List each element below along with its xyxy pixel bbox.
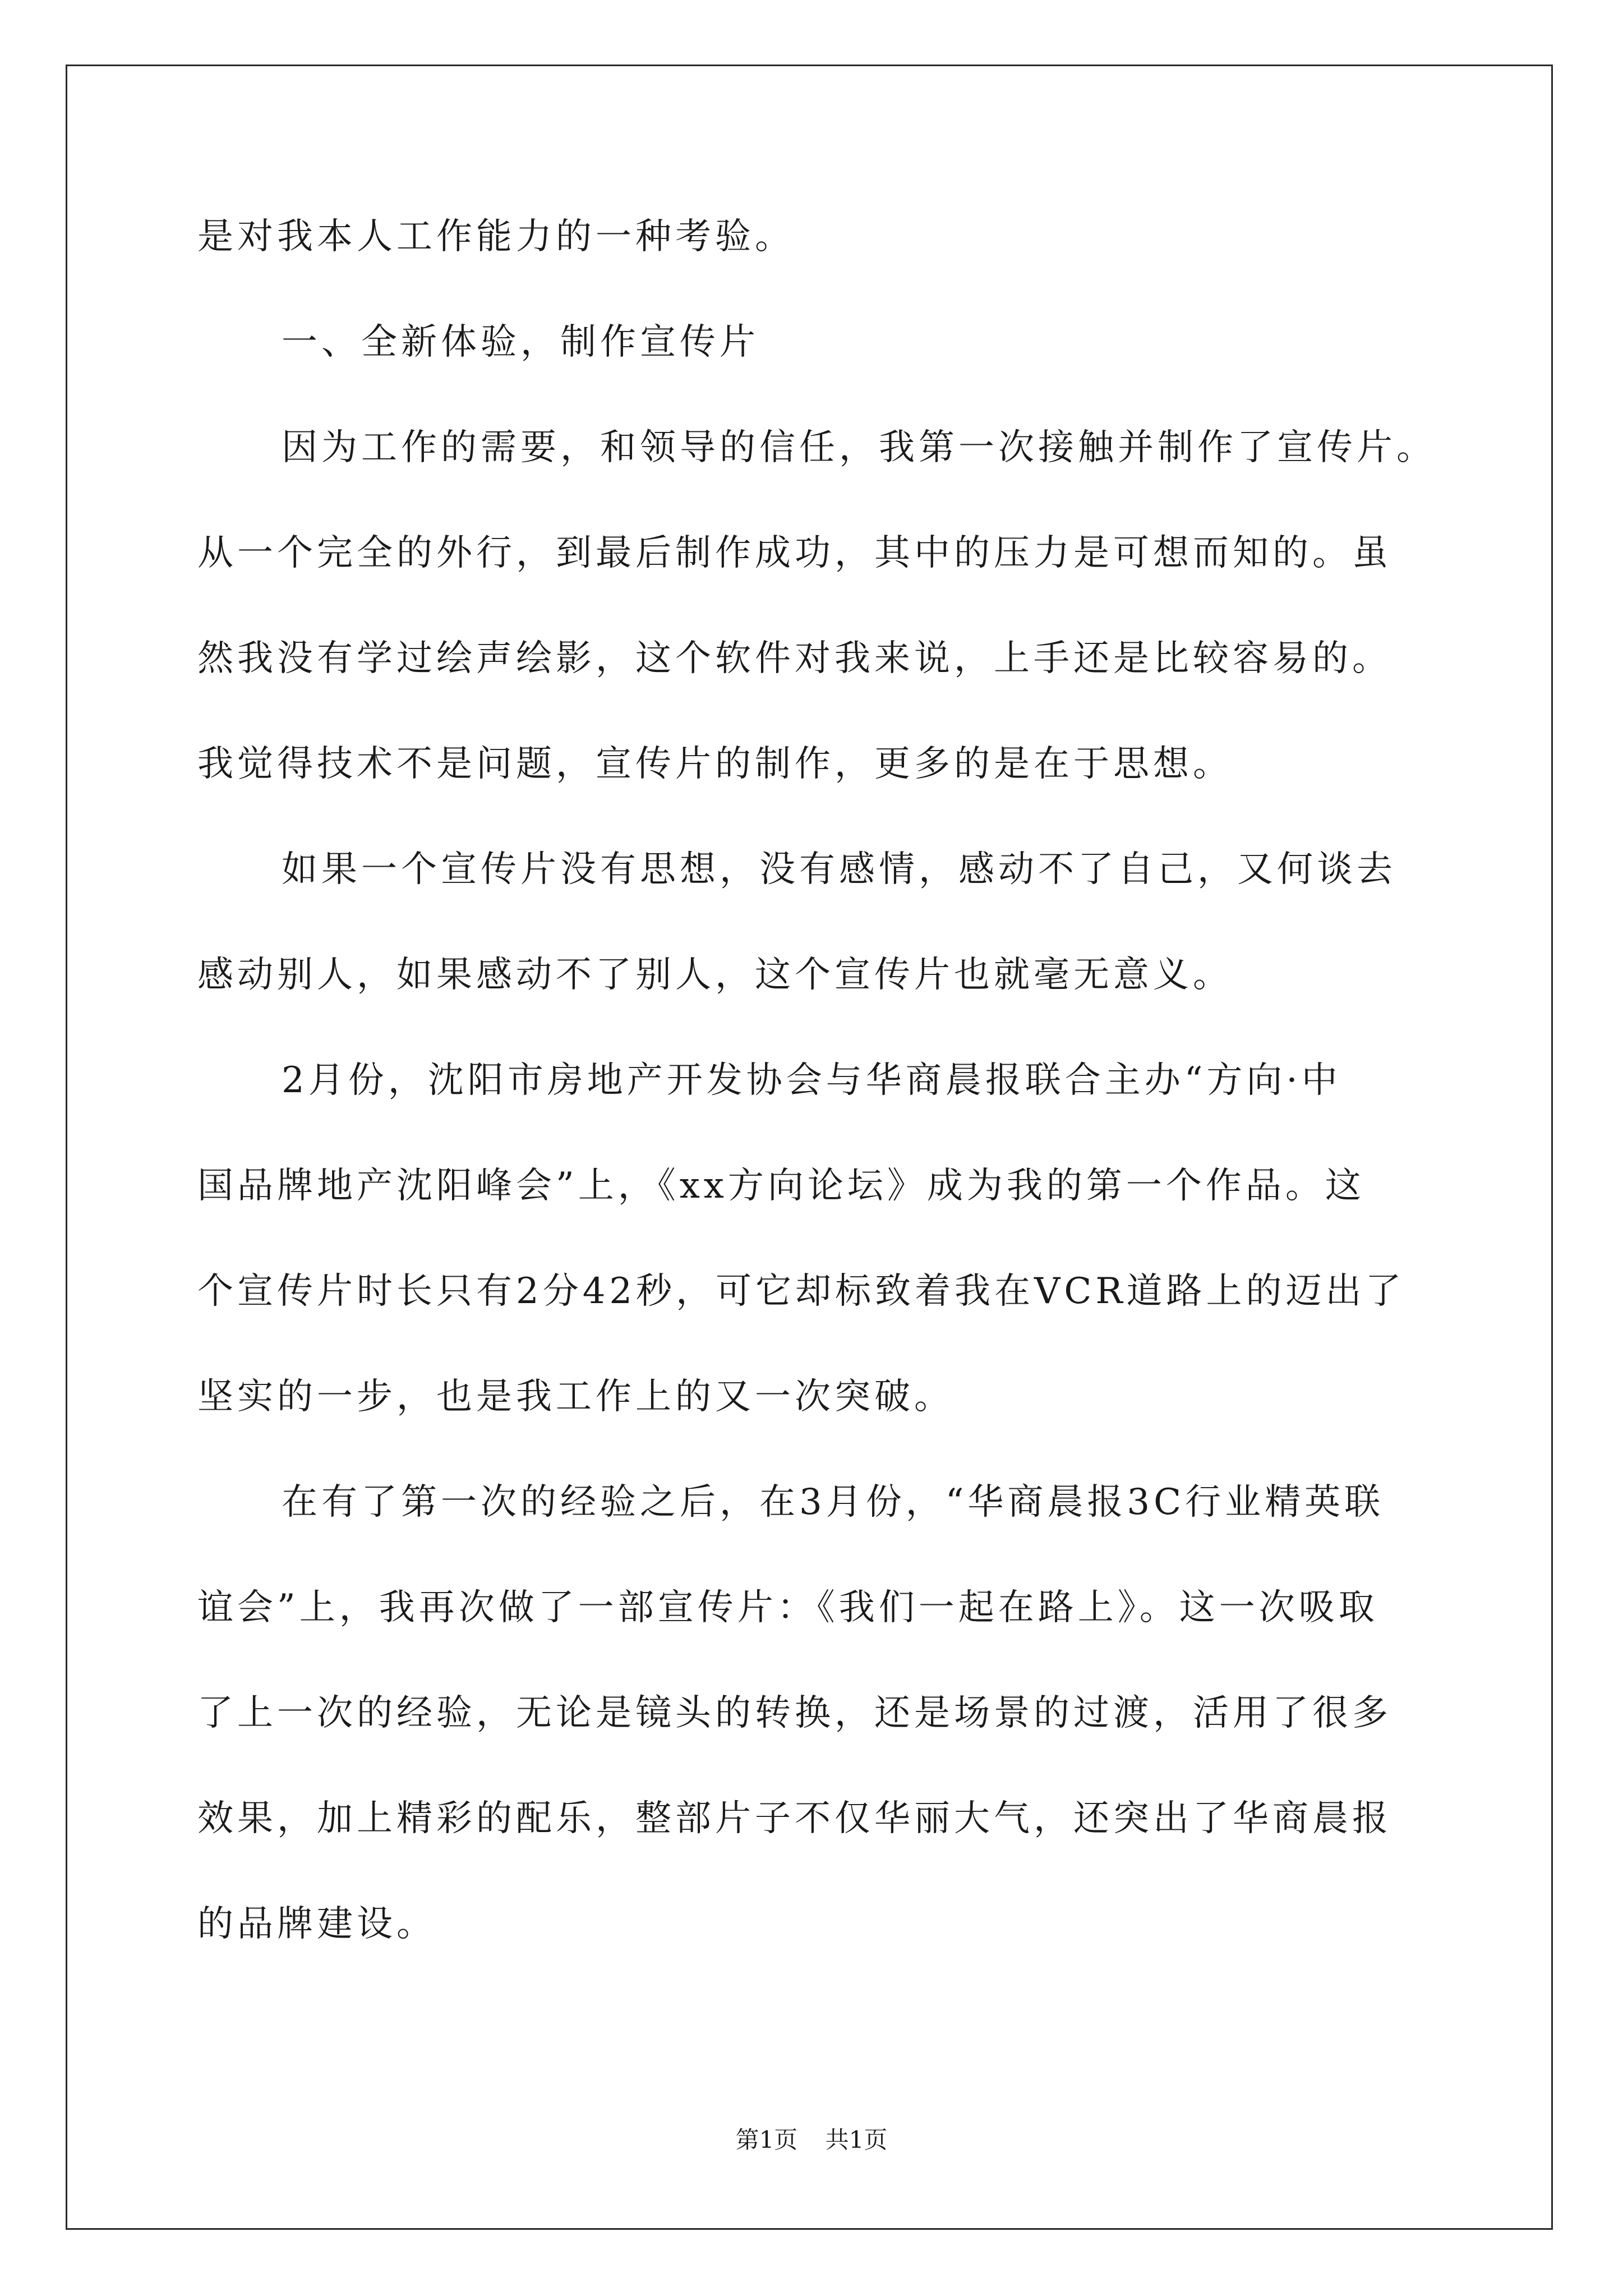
paragraph-line: 然我没有学过绘声绘影，这个软件对我来说，上手还是比较容易的。 (197, 638, 1392, 679)
paragraph-line: 效果，加上精彩的配乐，整部片子不仅华丽大气，还突出了华商晨报 (197, 1798, 1392, 1839)
paragraph-line: 感动别人，如果感动不了别人，这个宣传片也就毫无意义。 (197, 954, 1233, 996)
paragraph-line: 个宣传片时长只有2分42秒，可它却标致着我在VCR道路上的迈出了 (197, 1271, 1405, 1312)
section-heading: 一、全新体验，制作宣传片 (282, 321, 759, 363)
paragraph-line: 在有了第一次的经验之后，在3月份，“华商晨报3C行业精英联 (282, 1481, 1385, 1523)
paragraph-line: 坚实的一步，也是我工作上的又一次突破。 (197, 1376, 954, 1418)
paragraph-line: 从一个完全的外行，到最后制作成功，其中的压力是可想而知的。虽 (197, 532, 1392, 574)
page-count: 共1页 (825, 2126, 888, 2154)
paragraph-line: 国品牌地产沈阳峰会”上，《xx方向论坛》成为我的第一个作品。这 (197, 1165, 1365, 1207)
paragraph-line: 因为工作的需要，和领导的信任，我第一次接触并制作了宣传片。 (282, 427, 1436, 468)
page-footer (0, 2123, 1623, 2157)
paragraph-line: 我觉得技术不是问题，宣传片的制作，更多的是在于思想。 (197, 743, 1233, 785)
paragraph-line: 谊会”上，我再次做了一部宣传片：《我们一起在路上》。这一次吸取 (197, 1587, 1378, 1628)
paragraph-line: 了上一次的经验，无论是镜头的转换，还是场景的过渡，活用了很多 (197, 1692, 1392, 1734)
paragraph-line: 是对我本人工作能力的一种考验。 (197, 216, 795, 257)
paragraph-line: 如果一个宣传片没有思想，没有感情，感动不了自己，又何谈去 (282, 849, 1396, 890)
paragraph-line: 的品牌建设。 (197, 1903, 436, 1945)
paragraph-line: 2月份，沈阳市房地产开发协会与华商晨报联合主办“方向·中 (282, 1060, 1341, 1101)
page-number: 第1页 (735, 2126, 798, 2154)
